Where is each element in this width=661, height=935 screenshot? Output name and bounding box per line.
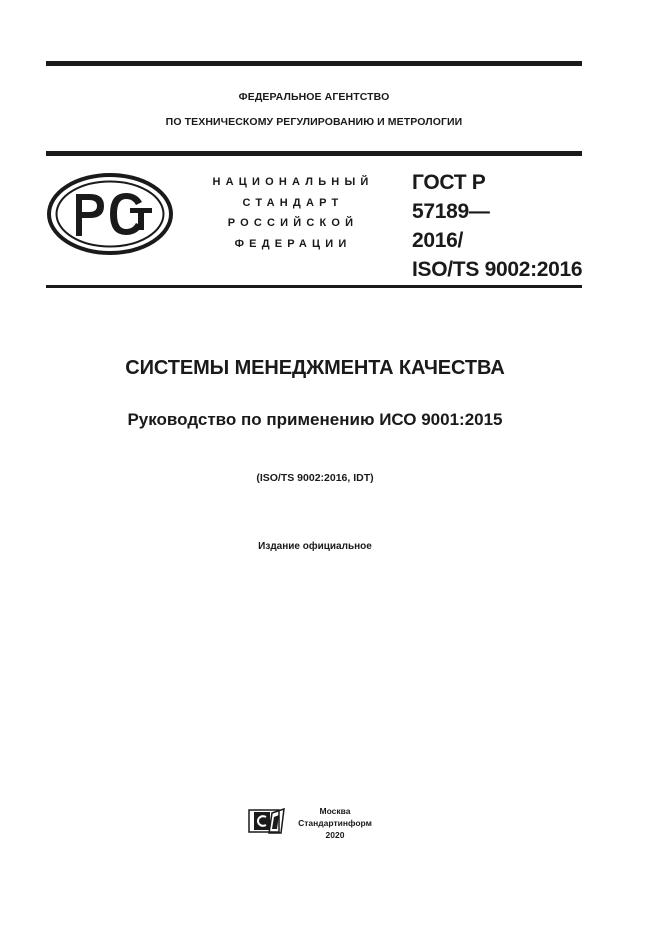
standard-type-line: СТАНДАРТ (242, 196, 344, 209)
standard-type-line: РОССИЙСКОЙ (227, 217, 359, 229)
top-rule (46, 61, 582, 66)
document-title: СИСТЕМЫ МЕНЕДЖМЕНТА КАЧЕСТВА (125, 357, 505, 379)
agency-name-line1: ФЕДЕРАЛЬНОЕ АГЕНТСТВО (238, 91, 390, 103)
standard-type-line: ФЕДЕРАЦИИ (234, 237, 352, 250)
designation-line: 57189— (412, 200, 490, 223)
edition-label: Издание официальное (258, 541, 372, 552)
rst-certification-mark-icon (46, 172, 174, 256)
publisher-name: Стандартинформ (298, 818, 372, 828)
standard-type-line: НАЦИОНАЛЬНЫЙ (212, 176, 374, 188)
standard-designation (412, 168, 582, 284)
standartinform-logo-icon (248, 807, 288, 835)
bottom-rule (46, 285, 582, 288)
equivalence-note: (ISO/TS 9002:2016, IDT) (256, 472, 374, 484)
designation-line: 2016/ (412, 229, 464, 252)
publisher-year: 2020 (325, 830, 345, 840)
designation-line: ГОСТ Р (412, 171, 486, 194)
designation-line: ISO/TS 9002:2016 (412, 258, 583, 281)
publisher-city: Москва (319, 806, 351, 816)
middle-rule (46, 151, 582, 156)
standard-type-label (200, 172, 386, 254)
agency-name-line2: ПО ТЕХНИЧЕСКОМУ РЕГУЛИРОВАНИЮ И МЕТРОЛОГИИ (165, 116, 463, 128)
publisher-info (290, 805, 380, 841)
document-subtitle: Руководство по применению ИСО 9001:2015 (127, 410, 503, 429)
